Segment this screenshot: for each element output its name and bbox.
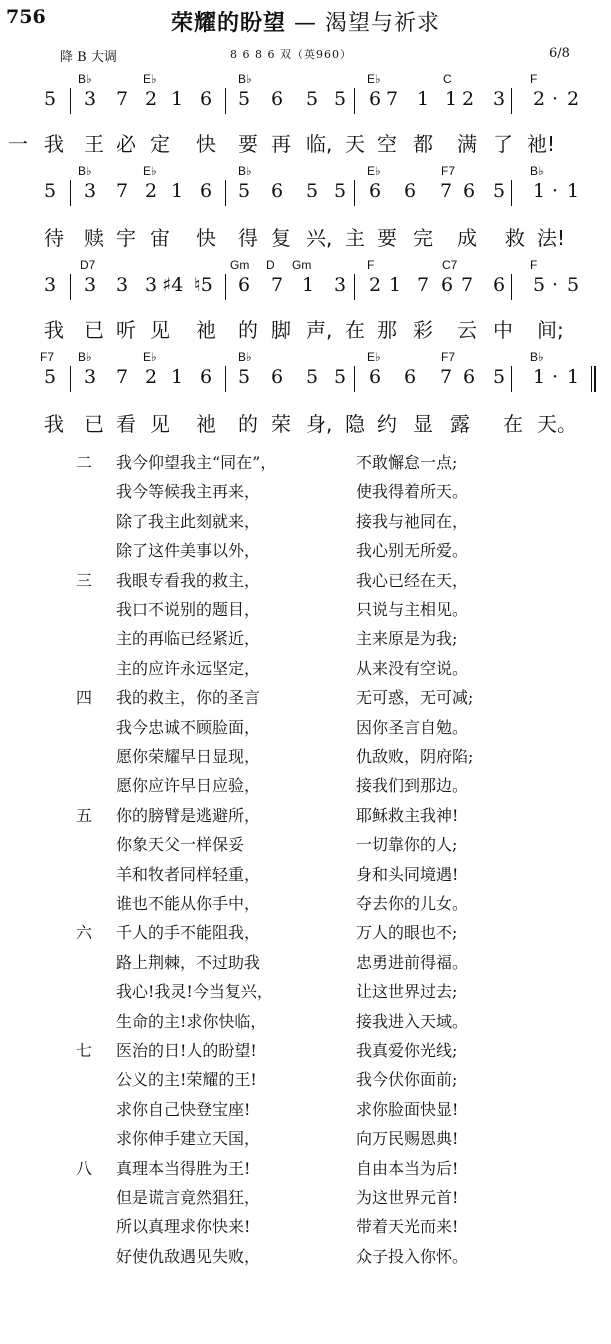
- lyric-syllable: 间;: [537, 318, 564, 342]
- note: 3: [493, 88, 506, 110]
- chord-symbol: E♭: [367, 350, 381, 364]
- note: 3: [84, 366, 97, 388]
- lyric-syllable: 快: [196, 226, 216, 250]
- lyric-syllable: 天。: [537, 412, 577, 436]
- lyric-syllable: 空: [377, 132, 397, 156]
- verse-line: [0, 568, 611, 598]
- chord-symbol: B♭: [530, 164, 544, 178]
- verse-line: [0, 597, 611, 627]
- note: 2: [462, 88, 475, 110]
- lyric-syllable: 得: [238, 226, 258, 250]
- chord-symbol: E♭: [143, 164, 157, 178]
- note: 6: [404, 180, 417, 202]
- verse-line: [0, 1097, 611, 1127]
- lyric-syllable: 已: [84, 318, 104, 342]
- bar-line: [354, 366, 355, 392]
- chord-symbol: B♭: [78, 72, 92, 86]
- note: 5: [334, 180, 347, 202]
- verse-line: [0, 715, 611, 745]
- note: ·: [552, 366, 559, 388]
- chord-symbol: B♭: [78, 164, 92, 178]
- verse-number: 三: [76, 571, 93, 590]
- verse-text-right: 为这世界元首!: [356, 1188, 459, 1207]
- verse-text-right: 我今伏你面前;: [356, 1070, 458, 1089]
- lyric-syllable: 祂!: [527, 132, 556, 156]
- verse-text-left: 除了我主此刻就来，: [116, 512, 261, 531]
- note: 5: [306, 88, 319, 110]
- verse-text-left: 除了这件美事以外，: [116, 541, 261, 560]
- key-signature: 降 B 大调: [60, 50, 117, 65]
- note: ♯4: [162, 274, 184, 296]
- note: 1: [567, 180, 580, 202]
- verse-text-left: 我心!我灵!今当复兴，: [116, 982, 273, 1001]
- note: 1: [389, 274, 402, 296]
- lyric-syllable: 的: [238, 412, 258, 436]
- chord-symbol: F: [530, 258, 538, 272]
- lyric-syllable: 要: [377, 226, 397, 250]
- note: 7: [440, 180, 453, 202]
- verse-line: [0, 920, 611, 950]
- note: 6: [271, 180, 284, 202]
- verse-line: [0, 1038, 611, 1068]
- verse-text-left: 医治的日!人的盼望!: [116, 1041, 257, 1060]
- verse-text-left: 我口不说别的题目，: [116, 600, 261, 619]
- note: 1: [171, 366, 184, 388]
- verse-text-right: 接我进入天域。: [356, 1012, 469, 1031]
- verse-text-right: 带着天光而来!: [356, 1217, 459, 1236]
- note: 5: [533, 274, 546, 296]
- note: 7: [461, 274, 474, 296]
- lyric-syllable: 待: [44, 226, 64, 250]
- verse-text-left: 千人的手不能阻我，: [116, 923, 261, 942]
- time-signature: 6/8: [549, 46, 570, 61]
- bar-line: [225, 366, 226, 392]
- note: 6: [369, 180, 382, 202]
- verse-text-left: 但是谎言竟然猖狂，: [116, 1188, 261, 1207]
- note: 6: [493, 274, 506, 296]
- verse-text-left: 我眼专看我的救主，: [116, 571, 261, 590]
- verse-text-right: 从来没有空说。: [356, 659, 469, 678]
- note: 5: [44, 180, 57, 202]
- lyric-syllable: 复: [271, 226, 291, 250]
- note: 2: [145, 88, 158, 110]
- note: 6: [238, 274, 251, 296]
- bar-line: [225, 88, 226, 114]
- note: 2: [145, 366, 158, 388]
- verse-text-left: 我今忠诚不顾脸面，: [116, 718, 261, 737]
- note: 5: [493, 366, 506, 388]
- note: 6: [404, 366, 417, 388]
- verse-line: [0, 744, 611, 774]
- verse-text-right: 夺去你的儿女。: [356, 894, 469, 913]
- lyric-syllable: 见: [150, 412, 170, 436]
- title-sub: 渴望与祈求: [325, 11, 441, 36]
- note: 5: [306, 366, 319, 388]
- chord-symbol: E♭: [367, 164, 381, 178]
- verse-text-right: 自由本当为后!: [356, 1159, 459, 1178]
- verse-text-right: 无可惑，无可减;: [356, 688, 474, 707]
- verse-text-right: 主来原是为我;: [356, 629, 458, 648]
- verse-text-left: 我今等候我主再来，: [116, 482, 261, 501]
- chord-symbol: C: [443, 72, 452, 86]
- chord-symbol: F7: [441, 350, 456, 364]
- note: 1: [533, 180, 546, 202]
- lyric-syllable: 脚: [271, 318, 291, 342]
- verse-text-left: 愿你应许早日应验，: [116, 776, 261, 795]
- verse-line: [0, 509, 611, 539]
- bar-line: [354, 274, 355, 300]
- hymn-title: [0, 6, 611, 37]
- lyric-syllable: 中: [493, 318, 513, 342]
- note: 5: [306, 180, 319, 202]
- chord-symbol: D: [266, 258, 275, 272]
- note: 1: [171, 180, 184, 202]
- lyric-syllable: 看: [116, 412, 136, 436]
- chord-symbol: F7: [40, 350, 55, 364]
- lyric-syllable: 我: [44, 318, 64, 342]
- verse-text-right: 耶稣救主我神!: [356, 806, 459, 825]
- lyric-syllable: 听: [116, 318, 136, 342]
- verse-text-left: 你象天父一样保妥: [116, 835, 245, 854]
- lyric-syllable: 一: [8, 132, 28, 156]
- lyric-syllable: 完: [413, 226, 433, 250]
- note: 3: [145, 274, 158, 296]
- note: 1: [171, 88, 184, 110]
- verse-line: [0, 479, 611, 509]
- verse-text-right: 不敢懈怠一点;: [356, 453, 458, 472]
- note: 1: [533, 366, 546, 388]
- verse-text-left: 你的膀臂是逃避所，: [116, 806, 261, 825]
- lyric-syllable: 我: [44, 132, 64, 156]
- lyric-syllable: 主: [345, 226, 365, 250]
- chord-symbol: F: [367, 258, 375, 272]
- verse-line: [0, 832, 611, 862]
- note: 7: [116, 88, 129, 110]
- lyric-syllable: 见: [150, 318, 170, 342]
- lyric-syllable: 在: [503, 412, 523, 436]
- note: 1: [302, 274, 315, 296]
- verse-text-right: 我心已经在天，: [356, 571, 469, 590]
- lyric-syllable: 法!: [537, 226, 566, 250]
- note: 1: [567, 366, 580, 388]
- chord-symbol: B♭: [238, 350, 252, 364]
- title-dash: —: [286, 11, 325, 36]
- verse-text-right: 因你圣言自勉。: [356, 718, 469, 737]
- chord-symbol: B♭: [238, 164, 252, 178]
- verse-text-right: 使我得着所天。: [356, 482, 469, 501]
- note: 5: [238, 180, 251, 202]
- lyric-syllable: 在: [345, 318, 365, 342]
- verse-line: [0, 1009, 611, 1039]
- lyric-syllable: 那: [377, 318, 397, 342]
- verse-line: [0, 1244, 611, 1274]
- lyric-syllable: 祂: [196, 412, 216, 436]
- verse-number: 六: [76, 923, 93, 942]
- lyric-syllable: 隐: [345, 412, 365, 436]
- verse-line: [0, 891, 611, 921]
- lyric-syllable: 兴,: [306, 226, 333, 250]
- lyric-syllable: 了: [493, 132, 513, 156]
- verse-line: [0, 538, 611, 568]
- lyric-syllable: 必: [116, 132, 136, 156]
- lyric-syllable: 都: [413, 132, 433, 156]
- verse-text-left: 主的应许永远坚定，: [116, 659, 261, 678]
- verse-number: 四: [76, 688, 93, 707]
- bar-line: [70, 180, 71, 206]
- bar-line: [511, 88, 512, 114]
- note: 7: [116, 366, 129, 388]
- lyric-syllable: 救: [505, 226, 525, 250]
- verse-text-left: 求你伸手建立天国，: [116, 1129, 261, 1148]
- verse-text-right: 众子投入你怀。: [356, 1247, 469, 1266]
- lyric-syllable: 成: [457, 226, 477, 250]
- bar-line: [70, 88, 71, 114]
- lyric-syllable: 赎: [84, 226, 104, 250]
- chord-symbol: E♭: [367, 72, 381, 86]
- lyric-syllable: 云: [457, 318, 477, 342]
- verse-line: [0, 950, 611, 980]
- verse-line: [0, 1214, 611, 1244]
- note: 7: [417, 274, 430, 296]
- chord-symbol: D7: [80, 258, 96, 272]
- verse-text-left: 我的救主，你的圣言: [116, 688, 261, 707]
- note: 2: [533, 88, 546, 110]
- note: ·: [552, 88, 559, 110]
- bar-line: [354, 88, 355, 114]
- lyric-syllable: 宙: [150, 226, 170, 250]
- note: 5: [44, 88, 57, 110]
- note: 3: [44, 274, 57, 296]
- title-main: 荣耀的盼望: [170, 11, 286, 36]
- note: 5: [567, 274, 580, 296]
- verse-line: [0, 773, 611, 803]
- note: 7: [271, 274, 284, 296]
- verse-text-left: 求你自己快登宝座!: [116, 1100, 251, 1119]
- verse-text-right: 我真爱你光线;: [356, 1041, 458, 1060]
- lyric-syllable: 显: [413, 412, 433, 436]
- verse-line: [0, 626, 611, 656]
- verse-text-left: 真理本当得胜为王!: [116, 1159, 251, 1178]
- staff-line: [0, 72, 611, 132]
- lyric-syllable: 定: [150, 132, 170, 156]
- chord-symbol: E♭: [143, 72, 157, 86]
- note: ♮5: [194, 274, 213, 296]
- note: 6: [200, 366, 213, 388]
- verse-text-left: 路上荆棘，不过助我: [116, 953, 261, 972]
- chord-symbol: B♭: [238, 72, 252, 86]
- note: 3: [116, 274, 129, 296]
- note: 3: [84, 180, 97, 202]
- note: ·: [552, 274, 559, 296]
- verse-text-right: 我心别无所爱。: [356, 541, 469, 560]
- chord-symbol: E♭: [143, 350, 157, 364]
- lyric-syllable: 临,: [306, 132, 333, 156]
- verse-number: 二: [76, 453, 93, 472]
- chord-symbol: C7: [442, 258, 458, 272]
- verse-text-left: 愿你荣耀早日显现，: [116, 747, 261, 766]
- bar-line: [70, 366, 71, 392]
- note: 6: [271, 366, 284, 388]
- staff-line: [0, 164, 611, 224]
- lyric-syllable: 已: [84, 412, 104, 436]
- verse-text-right: 万人的眼也不;: [356, 923, 458, 942]
- verse-line: [0, 803, 611, 833]
- note: 3: [334, 274, 347, 296]
- note: 5: [334, 88, 347, 110]
- lyric-syllable: 宇: [116, 226, 136, 250]
- verse-text-right: 接我们到那边。: [356, 776, 469, 795]
- verse-text-right: 求你脸面快显!: [356, 1100, 459, 1119]
- verse-text-left: 公义的主!荣耀的王!: [116, 1070, 257, 1089]
- verse-text-right: 向万民赐恩典!: [356, 1129, 459, 1148]
- bar-line: [511, 180, 512, 206]
- note: 6: [463, 366, 476, 388]
- note: ·: [552, 180, 559, 202]
- bar-line: [354, 180, 355, 206]
- verse-text-right: 忠勇进前得福。: [356, 953, 469, 972]
- bar-line: [70, 274, 71, 300]
- note: 5: [493, 180, 506, 202]
- note: 7: [386, 88, 399, 110]
- chord-symbol: B♭: [78, 350, 92, 364]
- verse-text-left: 主的再临已经紧近，: [116, 629, 261, 648]
- note: 7: [440, 366, 453, 388]
- lyric-syllable: 彩: [413, 318, 433, 342]
- verse-text-left: 生命的主!求你快临，: [116, 1012, 267, 1031]
- lyric-syllable: 身,: [306, 412, 333, 436]
- hymn-number: 756: [6, 6, 46, 28]
- lyric-syllable: 满: [457, 132, 477, 156]
- lyric-syllable: 荣: [271, 412, 291, 436]
- verse-line: [0, 1185, 611, 1215]
- note: 5: [44, 366, 57, 388]
- final-bar-line: [591, 366, 596, 392]
- note: 6: [441, 274, 454, 296]
- verse-line: [0, 1126, 611, 1156]
- verse-line: [0, 1067, 611, 1097]
- verse-text-right: 让这世界过去;: [356, 982, 458, 1001]
- note: 5: [334, 366, 347, 388]
- chord-symbol: Gm: [230, 258, 250, 272]
- note: 6: [369, 88, 382, 110]
- lyric-syllable: 祂: [196, 318, 216, 342]
- verse-text-left: 谁也不能从你手中，: [116, 894, 261, 913]
- verse-line: [0, 685, 611, 715]
- chord-symbol: F: [530, 72, 538, 86]
- verse-text-left: 羊和牧者同样轻重，: [116, 865, 261, 884]
- bar-line: [225, 180, 226, 206]
- note: 3: [84, 274, 97, 296]
- verse-text-right: 一切靠你的人;: [356, 835, 458, 854]
- lyric-syllable: 要: [238, 132, 258, 156]
- verse-text-right: 只说与主相见。: [356, 600, 469, 619]
- lyric-syllable: 王: [84, 132, 104, 156]
- lyric-syllable: 天: [345, 132, 365, 156]
- verse-line: [0, 656, 611, 686]
- lyric-syllable: 的: [238, 318, 258, 342]
- verse-line: [0, 862, 611, 892]
- verse-text-left: 我今仰望我主“同在”，: [116, 453, 277, 472]
- chord-symbol: B♭: [530, 350, 544, 364]
- verse-text-left: 所以真理求你快来!: [116, 1217, 251, 1236]
- note: 6: [271, 88, 284, 110]
- bar-line: [225, 274, 226, 300]
- verse-number: 五: [76, 806, 93, 825]
- lyric-syllable: 快: [196, 132, 216, 156]
- note: 7: [116, 180, 129, 202]
- note: 5: [238, 366, 251, 388]
- lyric-syllable: 露: [450, 412, 470, 436]
- verse-text-right: 接我与祂同在，: [356, 512, 469, 531]
- note: 3: [84, 88, 97, 110]
- note: 1: [417, 88, 430, 110]
- staff-line: [0, 350, 611, 410]
- verse-number: 七: [76, 1041, 93, 1060]
- verse-line: [0, 1156, 611, 1186]
- staff-line: [0, 258, 611, 318]
- note: 6: [463, 180, 476, 202]
- note: 2: [145, 180, 158, 202]
- note: 2: [369, 274, 382, 296]
- lyric-syllable: 再: [271, 132, 291, 156]
- lyric-syllable: 约: [377, 412, 397, 436]
- verse-text-left: 好使仇敌遇见失败，: [116, 1247, 261, 1266]
- note: 6: [369, 366, 382, 388]
- note: 6: [200, 180, 213, 202]
- lyric-syllable: 我: [44, 412, 64, 436]
- note: 1: [445, 88, 458, 110]
- bar-line: [511, 274, 512, 300]
- verse-line: [0, 450, 611, 480]
- meter: 8 6 8 6 双（英960）: [230, 48, 352, 61]
- lyric-syllable: 声,: [306, 318, 333, 342]
- note: 6: [200, 88, 213, 110]
- chord-symbol: Gm: [292, 258, 312, 272]
- note: 5: [238, 88, 251, 110]
- note: 2: [567, 88, 580, 110]
- verse-number: 八: [76, 1159, 93, 1178]
- chord-symbol: F7: [441, 164, 456, 178]
- bar-line: [511, 366, 512, 392]
- verse-line: [0, 979, 611, 1009]
- verse-text-right: 身和头同境遇!: [356, 865, 459, 884]
- verse-text-right: 仇敌败，阴府陷;: [356, 747, 474, 766]
